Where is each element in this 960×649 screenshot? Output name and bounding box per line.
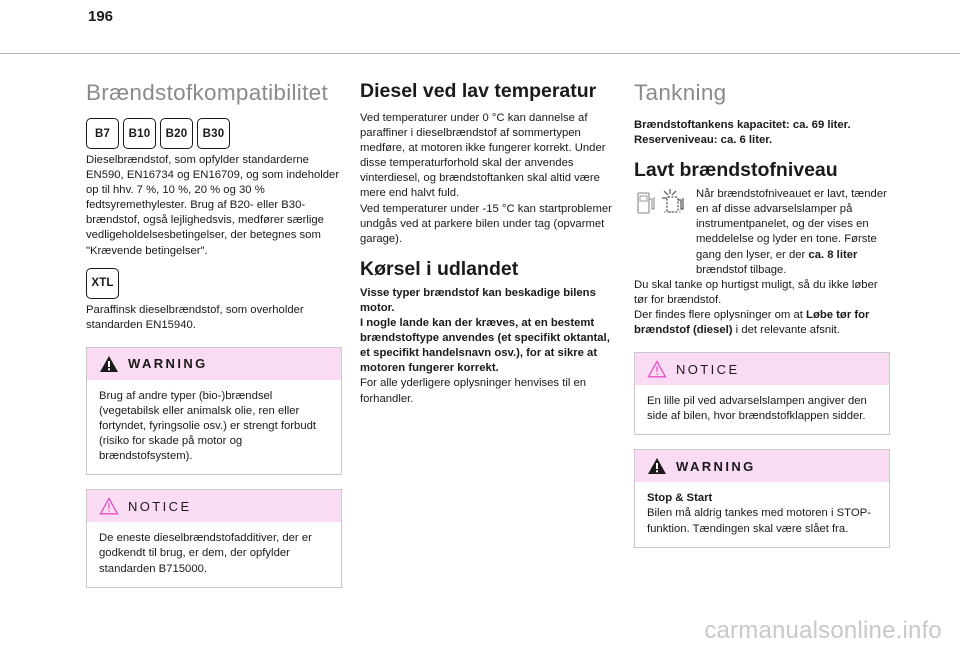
warning-box-stop-start bbox=[634, 449, 890, 547]
column-diesel-low-temperature bbox=[360, 78, 616, 407]
section-title-driving-abroad: Kørsel i udlandet bbox=[360, 257, 519, 280]
refuel-asap-text: Du skal tanke op hurtigst muligt, så du ikke løber tør for brændstof. bbox=[634, 278, 878, 306]
paraffinic-diesel-text: Paraffinsk dieselbrændstof, som overholder standarden EN15940. bbox=[86, 303, 304, 331]
notice-box-fuel-flap bbox=[634, 352, 890, 435]
diesel-standards-text: Dieselbrændstof, som opfylder standarderne EN590, EN16734 og EN16709, og som indeholder op til hhv. 7 %, 10 %, 20 % og 30 % fedtsyremethylester. Brug af B20- eller B30-brændstof, også lejlighedsvis, medfører særlige vedligeholdelsesbetingelser, der betegnes som "Krævende betingelser". bbox=[86, 154, 340, 257]
fuel-badge-b10: B10 bbox=[123, 118, 156, 149]
abroad-bold-text-2: I nogle lande kan der kræves, at en bestemt brændstoftype anvendes (et specifikt oktantal, et specifikt handelsnavn osv.), for at sikre at motoren fungerer korrekt. bbox=[360, 317, 610, 375]
fuel-badge-b30: B30 bbox=[197, 118, 230, 149]
section-title-diesel-low-temp: Diesel ved lav temperatur bbox=[360, 80, 597, 102]
low-temp-text-1: Ved temperaturer under 0 °C kan dannelse af paraffiner i dieselbrændstof af sommertypen medføre, at motoren ikke fungerer korrekt. Under disse temperaturforhold skal der anvendes vinterdiesel, og brændstoftanken skal altid være mere end halvt fuld. bbox=[360, 112, 606, 200]
reserve-level-text: Reserveniveau: ca. 6 liter. bbox=[634, 134, 773, 147]
section-title-refuelling: Tankning bbox=[634, 80, 727, 105]
notice-text: De eneste dieselbrændstofadditiver, der er godkendt til brug, er dem, der opfylder standarden B715000. bbox=[99, 532, 312, 575]
notice-header bbox=[635, 353, 889, 385]
fuel-badge-b20: B20 bbox=[160, 118, 193, 149]
notice-box bbox=[86, 489, 342, 587]
section-title-low-fuel: Lavt brændstofniveau bbox=[634, 159, 838, 182]
warning-box bbox=[86, 347, 342, 475]
warning-text: Brug af andre typer (bio-)brændsel (vegetabilsk eller animalsk olie, ren eller fortyndet, fyringsolie osv.) er strengt forbudt (risiko for skade på motor og brændstofsystem). bbox=[99, 389, 317, 463]
column-refuelling bbox=[634, 78, 890, 548]
header-divider bbox=[0, 53, 960, 54]
notice-triangle-icon bbox=[99, 497, 119, 515]
warning-triangle-icon bbox=[647, 457, 667, 475]
warning-label: WARNING bbox=[128, 356, 208, 372]
fuel-badges bbox=[86, 118, 342, 149]
notice-triangle-icon bbox=[647, 360, 667, 378]
abroad-bold-text-1: Visse typer brændstof kan beskadige bilens motor. bbox=[360, 286, 596, 314]
warning-title-stop-start: Stop & Start bbox=[647, 492, 713, 505]
page-number: 196 bbox=[88, 8, 114, 25]
warning-text: Bilen må aldrig tankes med motoren i STOP-funktion. Tændingen skal være slået fra. bbox=[647, 507, 871, 535]
low-fuel-warning-lamp-icon bbox=[634, 187, 688, 217]
notice-label: NOTICE bbox=[128, 498, 192, 514]
section-title-fuel-compatibility: Brændstofkompatibilitet bbox=[86, 80, 329, 105]
more-info-text: Der findes flere oplysninger om at Løbe tør for brændstof (diesel) i det relevante afsnit. bbox=[634, 308, 870, 337]
run-out-of-fuel-reference: Løbe tør for brændstof (diesel) bbox=[634, 308, 870, 337]
low-fuel-intro-text: Når brændstofniveauet er lavt, tænder en af disse advarselslamper på instrumentpanelet, og der vises en meddelelse og lyder en tone. Første gang den lyser, er der ca. 8 liter brændstof tilbage. bbox=[696, 188, 887, 276]
warning-header bbox=[635, 450, 889, 482]
warning-triangle-icon bbox=[99, 355, 119, 373]
low-temp-text-2: Ved temperaturer under -15 °C kan startproblemer undgås ved at parkere bilen under tag (opvarmet garage). bbox=[360, 202, 612, 245]
warning-header bbox=[87, 348, 341, 380]
notice-header bbox=[87, 490, 341, 522]
abroad-dealer-text: For alle yderligere oplysninger henvises til en forhandler. bbox=[360, 377, 587, 405]
notice-text: En lille pil ved advarselslampen angiver den side af bilen, hvor brændstofklappen sidder. bbox=[647, 395, 867, 423]
fuel-badge-xtl: XTL bbox=[86, 268, 119, 299]
warning-label: WARNING bbox=[676, 458, 756, 474]
tank-capacity-text: Brændstoftankens kapacitet: ca. 69 liter. bbox=[634, 119, 851, 131]
notice-label: NOTICE bbox=[676, 361, 740, 377]
watermark: carmanualsonline.info bbox=[704, 617, 942, 644]
fuel-badge-b7: B7 bbox=[86, 118, 119, 149]
column-fuel-compatibility bbox=[86, 78, 342, 588]
